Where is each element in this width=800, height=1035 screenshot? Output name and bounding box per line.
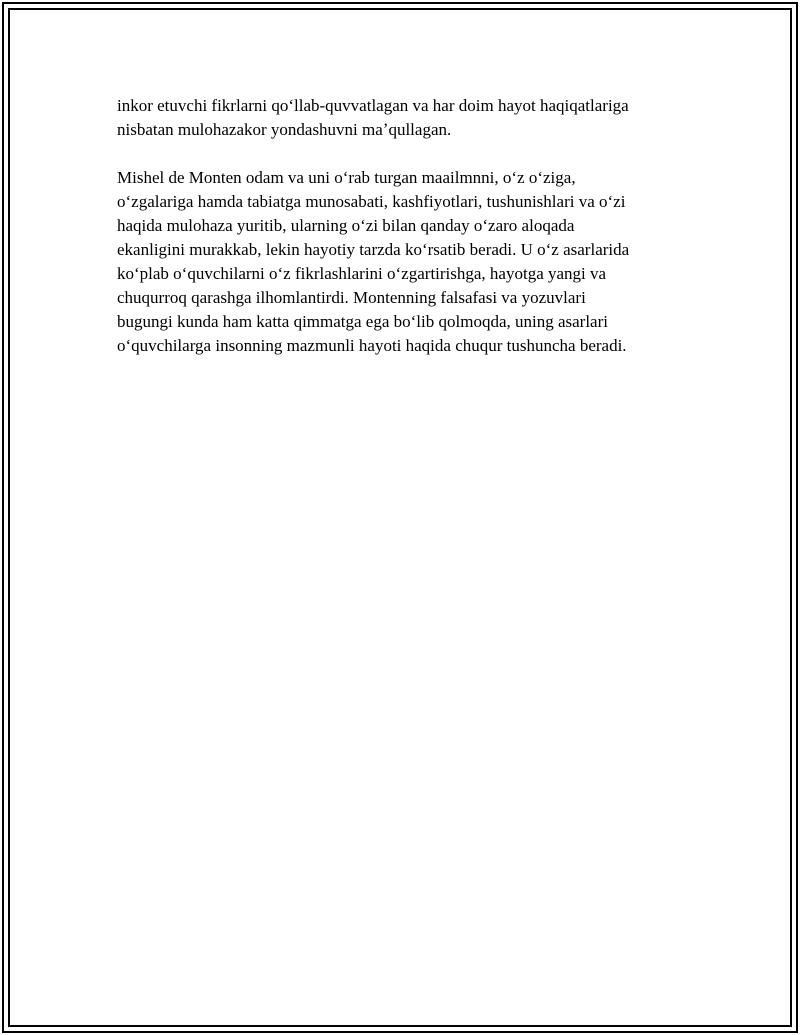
text-line: oʻquvchilarga insonning mazmunli hayoti haqida chuqur tushuncha beradi. (117, 336, 627, 355)
text-line: chuqurroq qarashga ilhomlantirdi. Montenning falsafasi va yozuvlari (117, 288, 586, 307)
text-line: ekanligini murakkab, lekin hayotiy tarzda koʻrsatib beradi. U oʻz asarlarida (117, 240, 630, 259)
paragraph-1 (117, 94, 687, 142)
text-line: haqida mulohaza yuritib, ularning oʻzi bilan qanday oʻzaro aloqada (117, 216, 575, 235)
text-line: bugungi kunda ham katta qimmatga ega boʻlib qolmoqda, uning asarlari (117, 312, 608, 331)
text-line: koʻplab oʻquvchilarni oʻz fikrlashlarini oʻzgartirishga, hayotga yangi va (117, 264, 607, 283)
text-line: Mishel de Monten odam va uni oʻrab turgan maailmnni, oʻz oʻziga, (117, 168, 576, 187)
paragraph-2 (117, 166, 687, 358)
text-line: inkor etuvchi fikrlarni qoʻllab-quvvatlagan va har doim hayot haqiqatlariga (117, 96, 629, 115)
document-body (117, 94, 687, 382)
text-line: oʻzgalariga hamda tabiatga munosabati, kashfiyotlari, tushunishlari va oʻzi (117, 192, 626, 211)
text-line: nisbatan mulohazakor yondashuvni maʼqullagan. (117, 120, 452, 139)
